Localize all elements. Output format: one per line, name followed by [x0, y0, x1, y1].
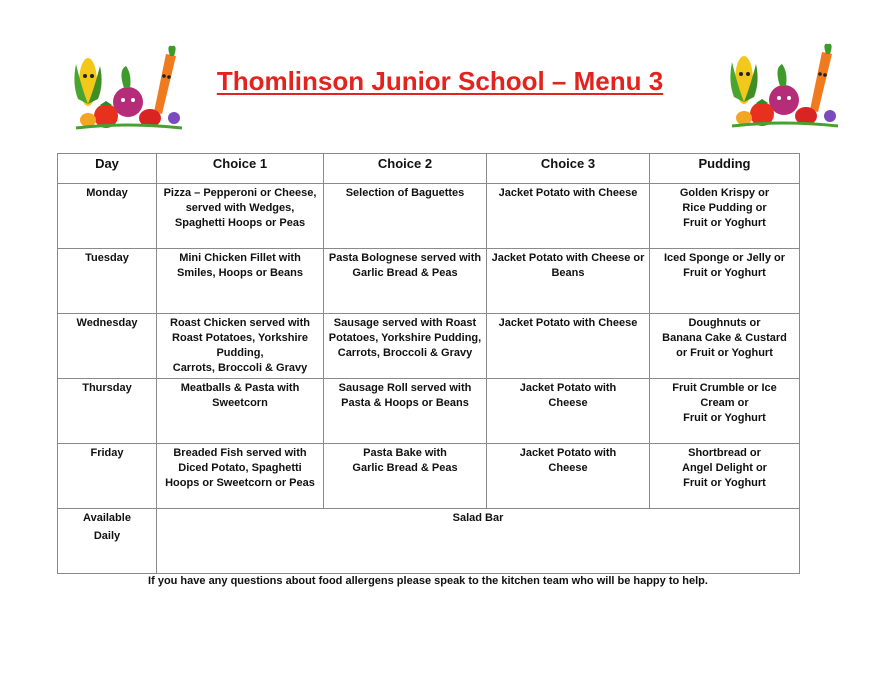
- menu-item-line: Beans: [551, 267, 585, 279]
- pudding-cell: [650, 184, 800, 249]
- menu-item-line: Selection of Baguettes: [345, 187, 465, 199]
- choice-1-cell: [157, 379, 324, 444]
- menu-item-line: Garlic Bread & Peas: [352, 462, 458, 474]
- header-choice-2: Choice 2: [324, 154, 487, 184]
- menu-item-line: Carrots, Broccoli & Gravy: [172, 362, 308, 374]
- menu-item-line: Sweetcorn: [212, 397, 268, 409]
- choice-3-cell: [487, 249, 650, 314]
- pudding-cell: [650, 249, 800, 314]
- menu-item-line: Jacket Potato with: [519, 447, 617, 459]
- choice-1-cell: [157, 444, 324, 509]
- menu-item-line: Fruit or Yoghurt: [683, 477, 766, 489]
- menu-item-line: Jacket Potato with Cheese or: [491, 252, 645, 264]
- menu-item-line: Angel Delight or: [682, 462, 767, 474]
- table-row: [58, 184, 800, 249]
- choice-1-cell: [157, 249, 324, 314]
- choice-2-cell: [324, 379, 487, 444]
- available-daily-label: Available Daily: [58, 509, 157, 574]
- menu-item-line: Smiles, Hoops or Beans: [177, 267, 303, 279]
- table-row: [58, 314, 800, 379]
- menu-item-line: Doughnuts or: [688, 317, 761, 329]
- menu-item-line: Pizza – Pepperoni or Cheese,: [163, 187, 317, 199]
- menu-item-line: served with Wedges,: [185, 202, 295, 214]
- menu-item-line: Pasta Bolognese served with: [328, 252, 482, 264]
- salad-bar-cell: Salad Bar: [157, 509, 800, 574]
- table-row: [58, 249, 800, 314]
- vegetable-characters-icon: [66, 44, 186, 134]
- menu-item-line: Sausage served with Roast: [333, 317, 477, 329]
- choice-2-cell: [324, 249, 487, 314]
- menu-item-line: Garlic Bread & Peas: [352, 267, 458, 279]
- menu-table: [57, 153, 800, 574]
- allergen-footer: If you have any questions about food allergens please speak to the kitchen team who will be happy to help.: [148, 575, 708, 587]
- menu-item-line: Potatoes, Yorkshire Pudding,: [328, 332, 482, 344]
- choice-2-cell: [324, 314, 487, 379]
- header-day: Day: [58, 154, 157, 184]
- menu-item-line: or Fruit or Yoghurt: [676, 347, 773, 359]
- menu-item-line: Roast Potatoes, Yorkshire: [172, 332, 308, 344]
- menu-item-line: Golden Krispy or: [679, 187, 770, 199]
- vegetable-characters-icon: [722, 40, 842, 130]
- menu-item-line: Banana Cake & Custard: [662, 332, 787, 344]
- menu-item-line: Meatballs & Pasta with: [180, 382, 300, 394]
- menu-item-line: Mini Chicken Fillet with: [179, 252, 301, 264]
- menu-item-line: Rice Pudding or: [682, 202, 767, 214]
- day-cell: Wednesday: [58, 314, 157, 379]
- choice-2-cell: [324, 444, 487, 509]
- menu-item-line: Sausage Roll served with: [338, 382, 472, 394]
- day-cell: Monday: [58, 184, 157, 249]
- choice-3-cell: [487, 314, 650, 379]
- page-title: Thomlinson Junior School – Menu 3: [216, 66, 664, 96]
- menu-item-line: Shortbread or: [688, 447, 761, 459]
- choice-2-cell: [324, 184, 487, 249]
- day-cell: Thursday: [58, 379, 157, 444]
- available-row: [58, 509, 800, 574]
- menu-item-line: Cream or: [700, 397, 749, 409]
- pudding-cell: [650, 444, 800, 509]
- menu-item-line: Diced Potato, Spaghetti: [178, 462, 302, 474]
- menu-item-line: Jacket Potato with: [519, 382, 617, 394]
- menu-item-line: Jacket Potato with Cheese: [498, 187, 638, 199]
- header-pudding: Pudding: [650, 154, 800, 184]
- menu-item-line: Pasta Bake with: [363, 447, 447, 459]
- menu-item-line: Hoops or Sweetcorn or Peas: [165, 477, 315, 489]
- menu-item-line: Pasta & Hoops or Beans: [341, 397, 469, 409]
- menu-item-line: Roast Chicken served with: [170, 317, 310, 329]
- menu-item-line: Iced Sponge or Jelly or: [663, 252, 786, 264]
- header-row: [58, 154, 800, 184]
- table-row: [58, 379, 800, 444]
- menu-item-line: Breaded Fish served with: [173, 447, 307, 459]
- menu-item-line: Carrots, Broccoli & Gravy: [337, 347, 473, 359]
- choice-3-cell: [487, 184, 650, 249]
- day-cell: Friday: [58, 444, 157, 509]
- choice-1-cell: [157, 314, 324, 379]
- table-row: [58, 444, 800, 509]
- header-choice-3: Choice 3: [487, 154, 650, 184]
- header-choice-1: Choice 1: [157, 154, 324, 184]
- menu-item-line: Fruit or Yoghurt: [683, 217, 766, 229]
- menu-item-line: Fruit Crumble or Ice: [672, 382, 777, 394]
- menu-item-line: Fruit or Yoghurt: [683, 412, 766, 424]
- choice-3-cell: [487, 444, 650, 509]
- menu-item-line: Spaghetti Hoops or Peas: [174, 217, 306, 229]
- menu-item-line: Fruit or Yoghurt: [683, 267, 766, 279]
- pudding-cell: [650, 314, 800, 379]
- menu-item-line: Jacket Potato with Cheese: [498, 317, 638, 329]
- day-cell: Tuesday: [58, 249, 157, 314]
- menu-item-line: Cheese: [548, 397, 588, 409]
- pudding-cell: [650, 379, 800, 444]
- menu-item-line: Pudding,: [216, 347, 264, 359]
- menu-item-line: Cheese: [548, 462, 588, 474]
- choice-3-cell: [487, 379, 650, 444]
- choice-1-cell: [157, 184, 324, 249]
